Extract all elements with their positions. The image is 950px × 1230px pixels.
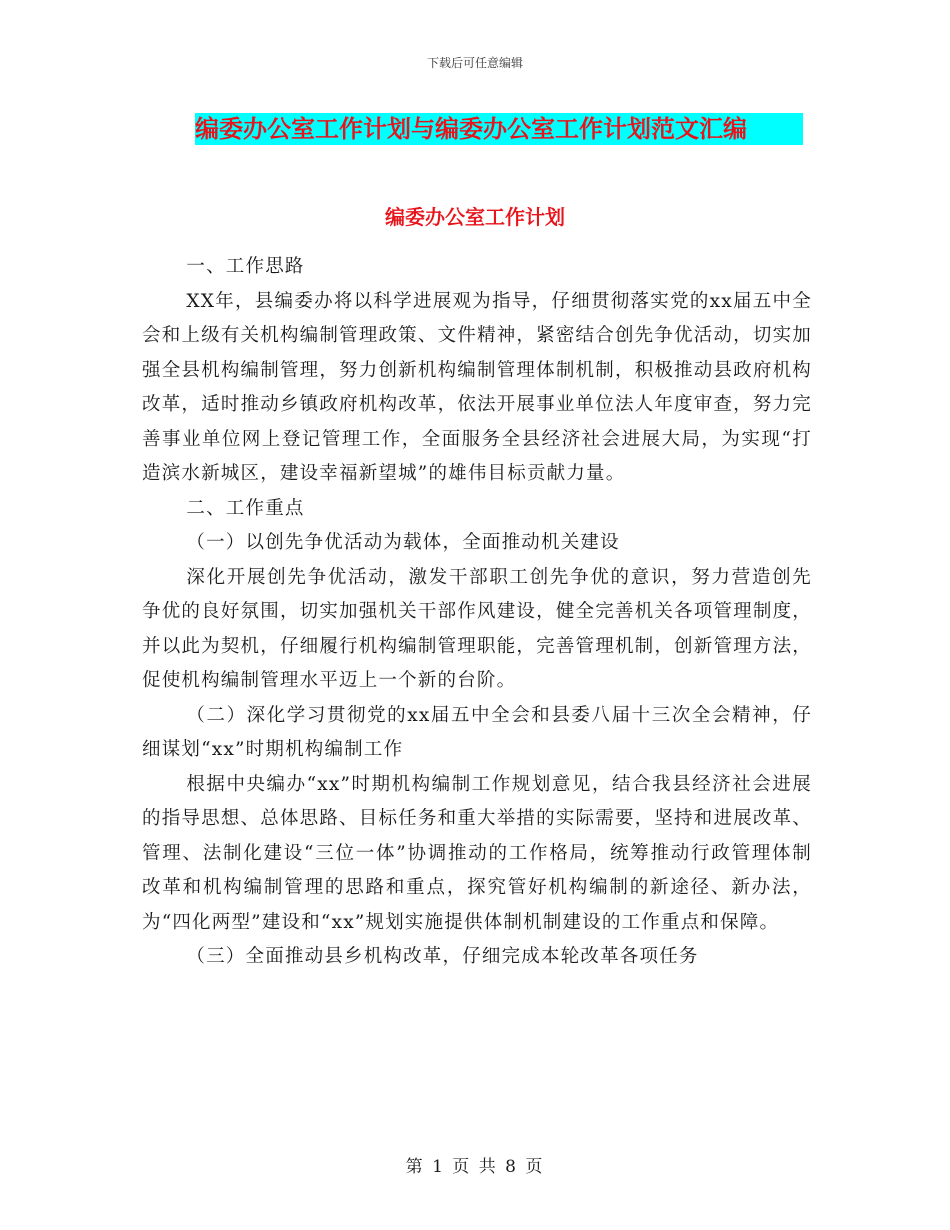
body-text xyxy=(142,250,812,975)
subheading-2: （二）深化学习贯彻党的xx届五中全会和县委八届十三次全会精神，仔细谋划“xx”时期机构编制工作 xyxy=(142,704,812,760)
section-heading-approach: 一、工作思路 xyxy=(186,256,305,277)
main-title: 编委办公室工作计划与编委办公室工作计划范文汇编 xyxy=(195,113,803,145)
sub-title: 编委办公室工作计划 xyxy=(385,205,565,229)
paragraph-1: 深化开展创先争优活动，激发干部职工创先争优的意识，努力营造创先争优的良好氛围，切实加强机关干部作风建设，健全完善机关各项管理制度，并以此为契机，仔细履行机构编制管理职能，完善管理机制，创新管理方法，促使机构编制管理水平迈上一个新的台阶。 xyxy=(142,566,812,691)
header-note: 下载后可任意编辑 xyxy=(426,56,523,70)
paragraph-2: 根据中央编办“xx”时期机构编制工作规划意见，结合我县经济社会进展的指导思想、总体思路、目标任务和重大举措的实际需要，坚持和进展改革、管理、法制化建设“三位一体”协调推动的工作格局，统筹推动行政管理体制改革和机构编制管理的思路和重点，探究管好机构编制的新途径、新办法，为“四化两型”建设和“xx”规划实施提供体制机制建设的工作重点和保障。 xyxy=(142,773,812,933)
page-number: 第 1 页 共 8 页 xyxy=(405,1157,545,1177)
paragraph-approach: XX年，县编委办将以科学进展观为指导，仔细贯彻落实党的xx届五中全会和上级有关机构编制管理政策、文件精神，紧密结合创先争优活动，切实加强全县机构编制管理，努力创新机构编制管理体制机制，积极推动县政府机构改革，适时推动乡镇政府机构改革，依法开展事业单位法人年度审查，努力完善事业单位网上登记管理工作，全面服务全县经济社会进展大局，为实现“打造滨水新城区，建设幸福新望城”的雄伟目标贡献力量。 xyxy=(142,290,812,484)
subheading-3: （三）全面推动县乡机构改革，仔细完成本轮改革各项任务 xyxy=(186,946,699,967)
section-heading-priorities: 二、工作重点 xyxy=(186,497,305,519)
subheading-1: （一）以创先争优活动为载体，全面推动机关建设 xyxy=(186,532,620,553)
